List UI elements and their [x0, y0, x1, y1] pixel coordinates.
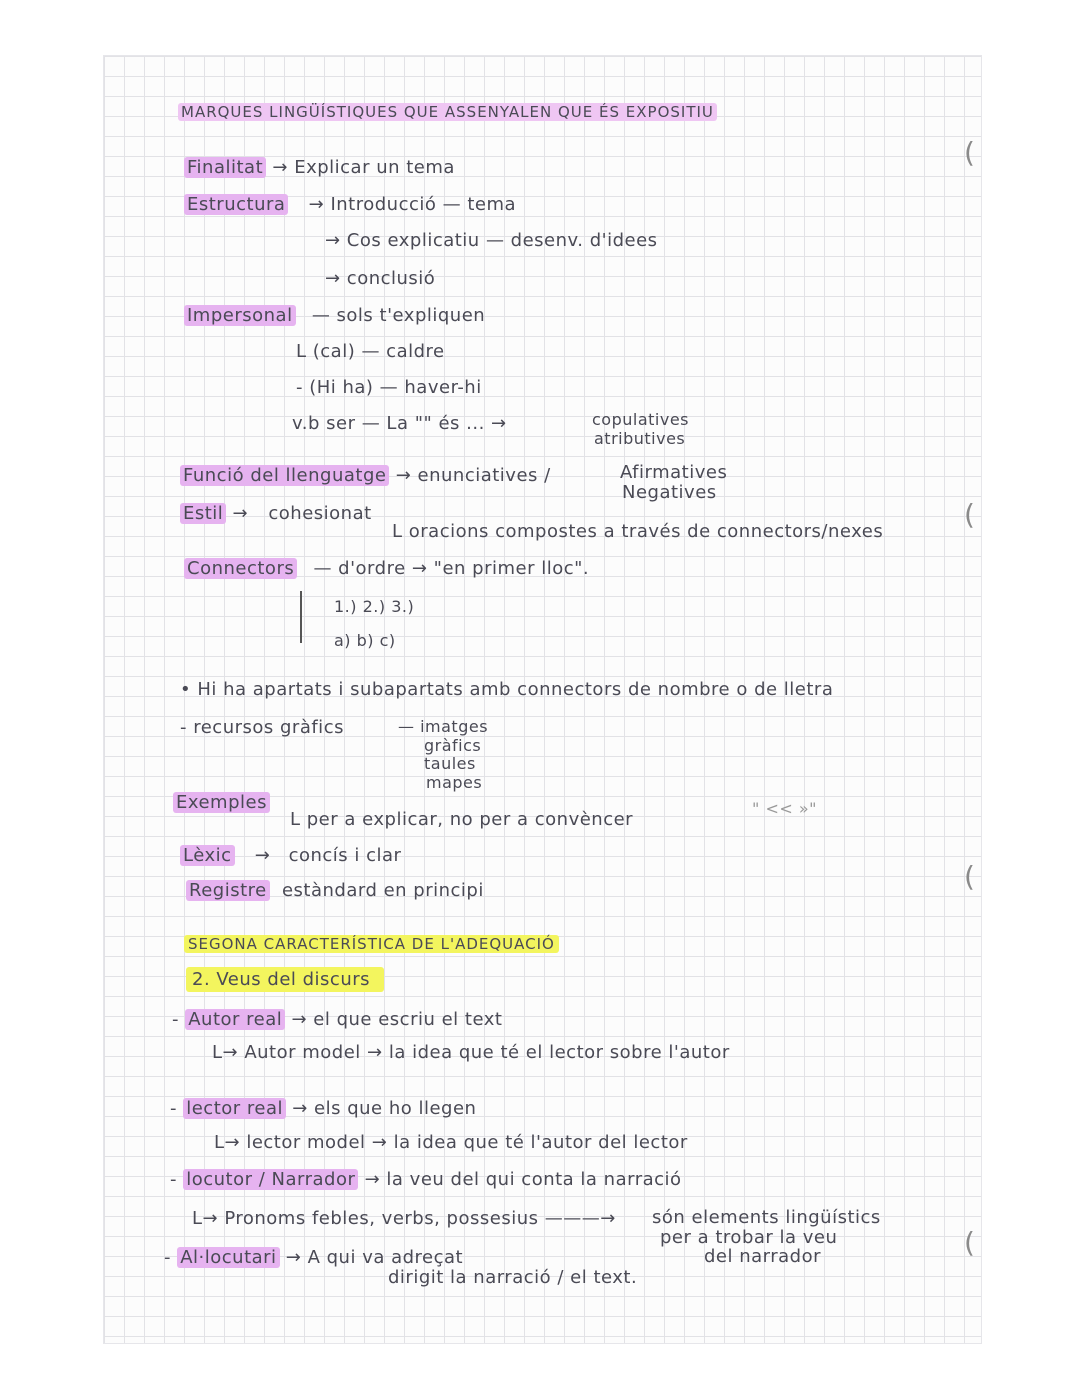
estil-label: Estil	[180, 503, 226, 524]
ring-mark: (	[964, 860, 975, 893]
bracket-line	[300, 591, 302, 643]
afirmatives-text: Afirmatives	[620, 462, 728, 483]
lector-real-text: → els que ho llegen	[292, 1098, 477, 1119]
impersonal-row	[184, 306, 485, 327]
funcio-text: enunciatives /	[417, 465, 551, 486]
lexic-label: Lèxic	[180, 845, 235, 866]
exemples-label: Exemples	[173, 792, 270, 813]
estructura-item: → Cos explicatiu — desenv. d'idees	[325, 230, 658, 251]
estructura-label: Estructura	[184, 194, 288, 215]
allocutari-row: - Al·locutari → A qui va adreçat	[164, 1247, 464, 1268]
impersonal-line: L (cal) — caldre	[296, 341, 445, 362]
estructura-row	[184, 195, 516, 216]
atributives-text: atributives	[594, 429, 686, 448]
apartats-text: • Hi ha apartats i subapartats amb connectors de nombre o de lletra	[180, 679, 834, 700]
recursos-item: mapes	[426, 773, 483, 792]
recursos-row: - recursos gràfics	[180, 717, 344, 738]
exemples-text: L per a explicar, no per a convèncer	[290, 809, 634, 830]
recursos-label: recursos gràfics	[193, 717, 344, 738]
arrow-icon: →	[272, 157, 288, 178]
estil-sub: L oracions compostes a través de connectors/nexes	[392, 521, 884, 542]
arrow-icon: →	[395, 465, 412, 486]
elements-line: per a trobar la veu	[660, 1227, 838, 1248]
estil-row	[180, 504, 372, 525]
connectors-row	[184, 559, 589, 580]
lector-real-row: - lector real → els que ho llegen	[170, 1098, 477, 1119]
funcio-row	[180, 466, 551, 487]
allocutari-text: → A qui va adreçat	[285, 1247, 464, 1268]
finalitat-text: Explicar un tema	[294, 157, 455, 178]
quotes-text: " << »"	[752, 799, 817, 818]
estil-text: cohesionat	[268, 503, 372, 524]
impersonal-label: Impersonal	[184, 305, 296, 326]
ring-mark: (	[964, 498, 975, 531]
registre-text: estàndard en principi	[281, 880, 484, 901]
connectors-label: Connectors	[184, 558, 297, 579]
numbering-row: 1.) 2.) 3.)	[334, 597, 415, 616]
registre-row	[186, 881, 484, 902]
veus-text: 2. Veus del discurs	[186, 967, 384, 992]
finalitat-label: Finalitat	[184, 157, 266, 178]
recursos-item: — imatges	[398, 717, 489, 736]
apartats-line: Hi ha apartats i subapartats amb connectors de nombre o de lletra	[197, 679, 834, 700]
elements-line: del narrador	[704, 1246, 822, 1267]
finalitat-row	[184, 158, 455, 179]
locutor-label: locutor / Narrador	[183, 1169, 358, 1190]
segona-text: SEGONA CARACTERÍSTICA DE L'ADEQUACIÓ	[184, 935, 559, 953]
arrow-icon: →	[254, 845, 271, 866]
impersonal-line: - (Hi ha) — haver-hi	[296, 377, 482, 398]
title-text: MARQUES LINGÜÍSTIQUES QUE ASSENYALEN QUE ÉS EXPOSITIU	[178, 103, 717, 121]
estructura-item: → conclusió	[325, 268, 436, 289]
lector-real-label: lector real	[183, 1098, 286, 1119]
subheading	[186, 970, 384, 991]
lexic-row	[180, 846, 401, 867]
allocutari-sub: dirigit la narració / el text.	[388, 1267, 638, 1288]
ring-mark: (	[964, 136, 975, 169]
locutor-text: → la veu del qui conta la narració	[364, 1169, 682, 1190]
copulatives-text: copulatives	[592, 410, 689, 429]
estructura-item: → Introducció — tema	[308, 194, 517, 215]
ring-mark: (	[964, 1226, 975, 1259]
autor-real-text: → el que escriu el text	[291, 1009, 503, 1030]
recursos-item: taules	[424, 754, 476, 773]
locutor-row: - locutor / Narrador → la veu del qui conta la narració	[170, 1169, 682, 1190]
autor-real-label: Autor real	[185, 1009, 285, 1030]
impersonal-line: — sols t'expliquen	[311, 305, 486, 326]
autor-model-text: L→ Autor model → la idea que té el lector sobre l'autor	[212, 1042, 730, 1063]
page-title	[178, 104, 717, 121]
registre-label: Registre	[186, 880, 270, 901]
connectors-text: — d'ordre → "en primer lloc".	[313, 558, 590, 579]
allocutari-label: Al·locutari	[177, 1247, 279, 1268]
exemples-row	[173, 793, 270, 814]
funcio-label: Funció del llenguatge	[180, 465, 389, 486]
lector-model-text: L→ lector model → la idea que té l'autor del lector	[214, 1132, 688, 1153]
negatives-text: Negatives	[622, 482, 717, 503]
section-heading	[184, 936, 559, 953]
recursos-item: gràfics	[424, 736, 482, 755]
arrow-icon: →	[232, 503, 249, 524]
elements-line: són elements lingüístics	[652, 1207, 881, 1228]
impersonal-line: v.b ser — La "" és ... →	[292, 413, 507, 434]
autor-real-row: - Autor real → el que escriu el text	[172, 1009, 503, 1030]
pronoms-text: L→ Pronoms febles, verbs, possesius ———→	[192, 1208, 616, 1229]
lexic-text: concís i clar	[288, 845, 402, 866]
lettering-row: a) b) c)	[334, 631, 396, 650]
